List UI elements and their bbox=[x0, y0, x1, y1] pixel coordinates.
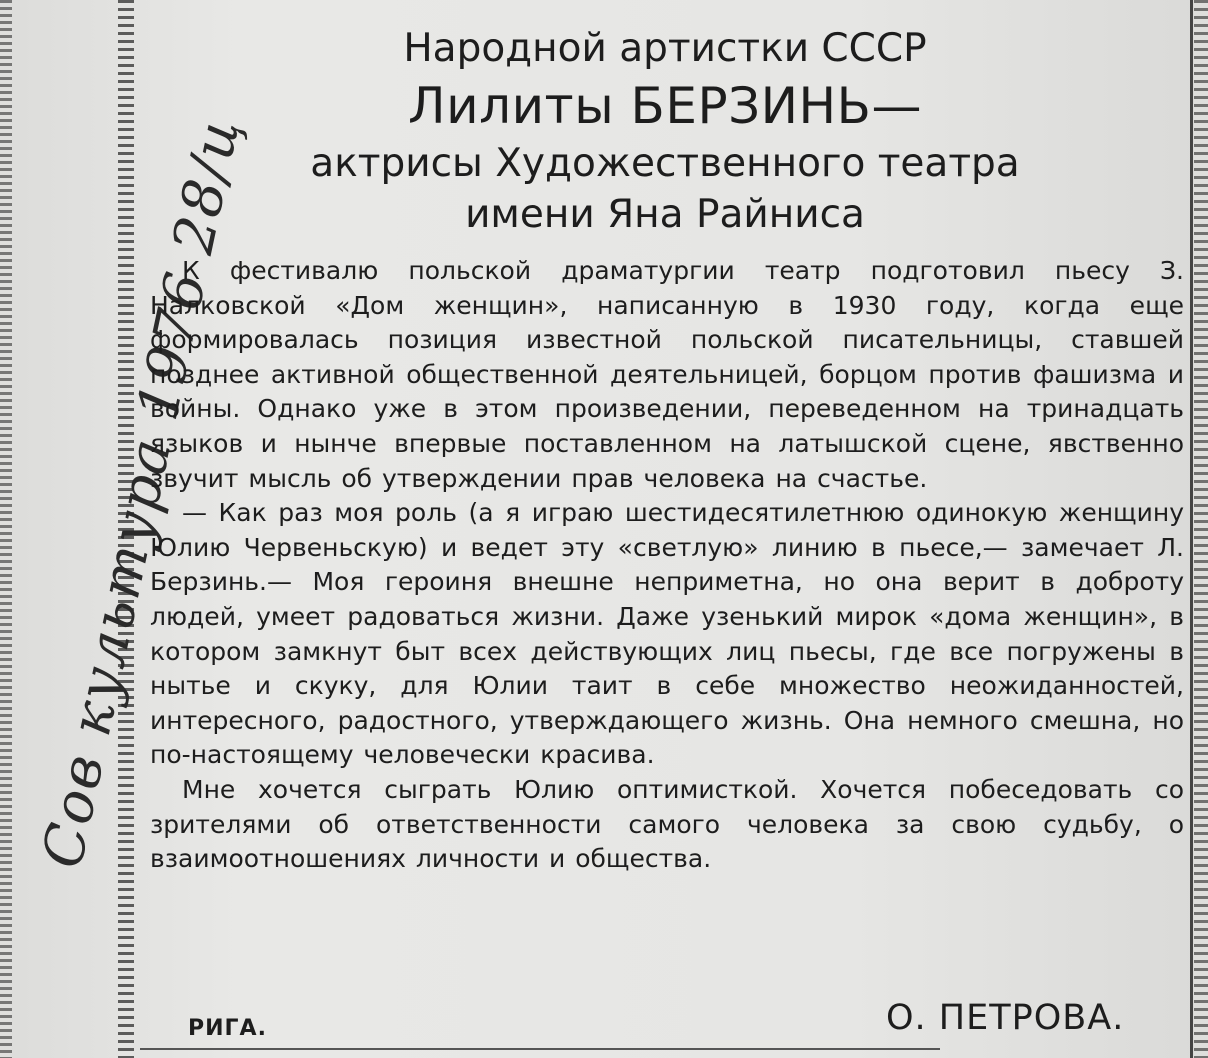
paragraph: — Как раз моя роль (а я играю шестидесятилетнюю одинокую женщину Юлию Червеньскую) и ведет эту «светлую» линию в пьесе,— замечает Л. Берзинь.— Моя героиня внешне неприметна, но она верит в доброту людей, умеет радоваться жизни. Даже узенький мирок «дома женщин», в котором замкнут быт всех действующих лиц пьесы, где все погружены в нытье и скуку, для Юлии таит в себе множество неожиданностей, интересного, радостного, утверждающего жизнь. Она немного смешна, но по-настоящему человечески красива. bbox=[150, 498, 1184, 770]
header-line-3: актрисы Художественного театра bbox=[310, 141, 1020, 186]
header-line-2: Лилиты БЕРЗИНЬ— bbox=[408, 77, 922, 135]
column-rule-bottom bbox=[140, 1048, 940, 1050]
paragraph: Мне хочется сыграть Юлию оптимисткой. Хочется побеседовать со зрителями об ответственности самого человека за свою судьбу, о взаимоотношениях личности и общества. bbox=[150, 774, 1184, 874]
binding-strip-left bbox=[0, 0, 12, 1058]
dateline-city: РИГА. bbox=[188, 1016, 267, 1041]
author-signature: О. ПЕТРОВА. bbox=[886, 998, 1125, 1038]
header-line-4: имени Яна Райниса bbox=[465, 192, 865, 237]
paragraph: К фестивалю польской драматургии театр подготовил пьесу З. Налковской «Дом женщин», написанную в 1930 году, когда еще формировалась позиция известной польской писательницы, ставшей позднее активной общественной деятельницей, борцом против фашизма и войны. Однако уже в этом произведении, переведенном на тринадцать языков и нынче впервые поставленном на латышской сцене, явственно звучит мысль об утверждении прав человека на счастье. bbox=[150, 256, 1184, 493]
article-header bbox=[140, 14, 1190, 240]
handwritten-annotation: Сов культура 1976 28/ц bbox=[30, 111, 253, 874]
article-footer bbox=[150, 994, 1150, 1046]
header-line-1: Народной артистки СССР bbox=[403, 26, 927, 71]
column-rule-right bbox=[1190, 0, 1193, 1058]
article-body bbox=[150, 254, 1184, 877]
binding-strip-right bbox=[1194, 0, 1208, 1058]
